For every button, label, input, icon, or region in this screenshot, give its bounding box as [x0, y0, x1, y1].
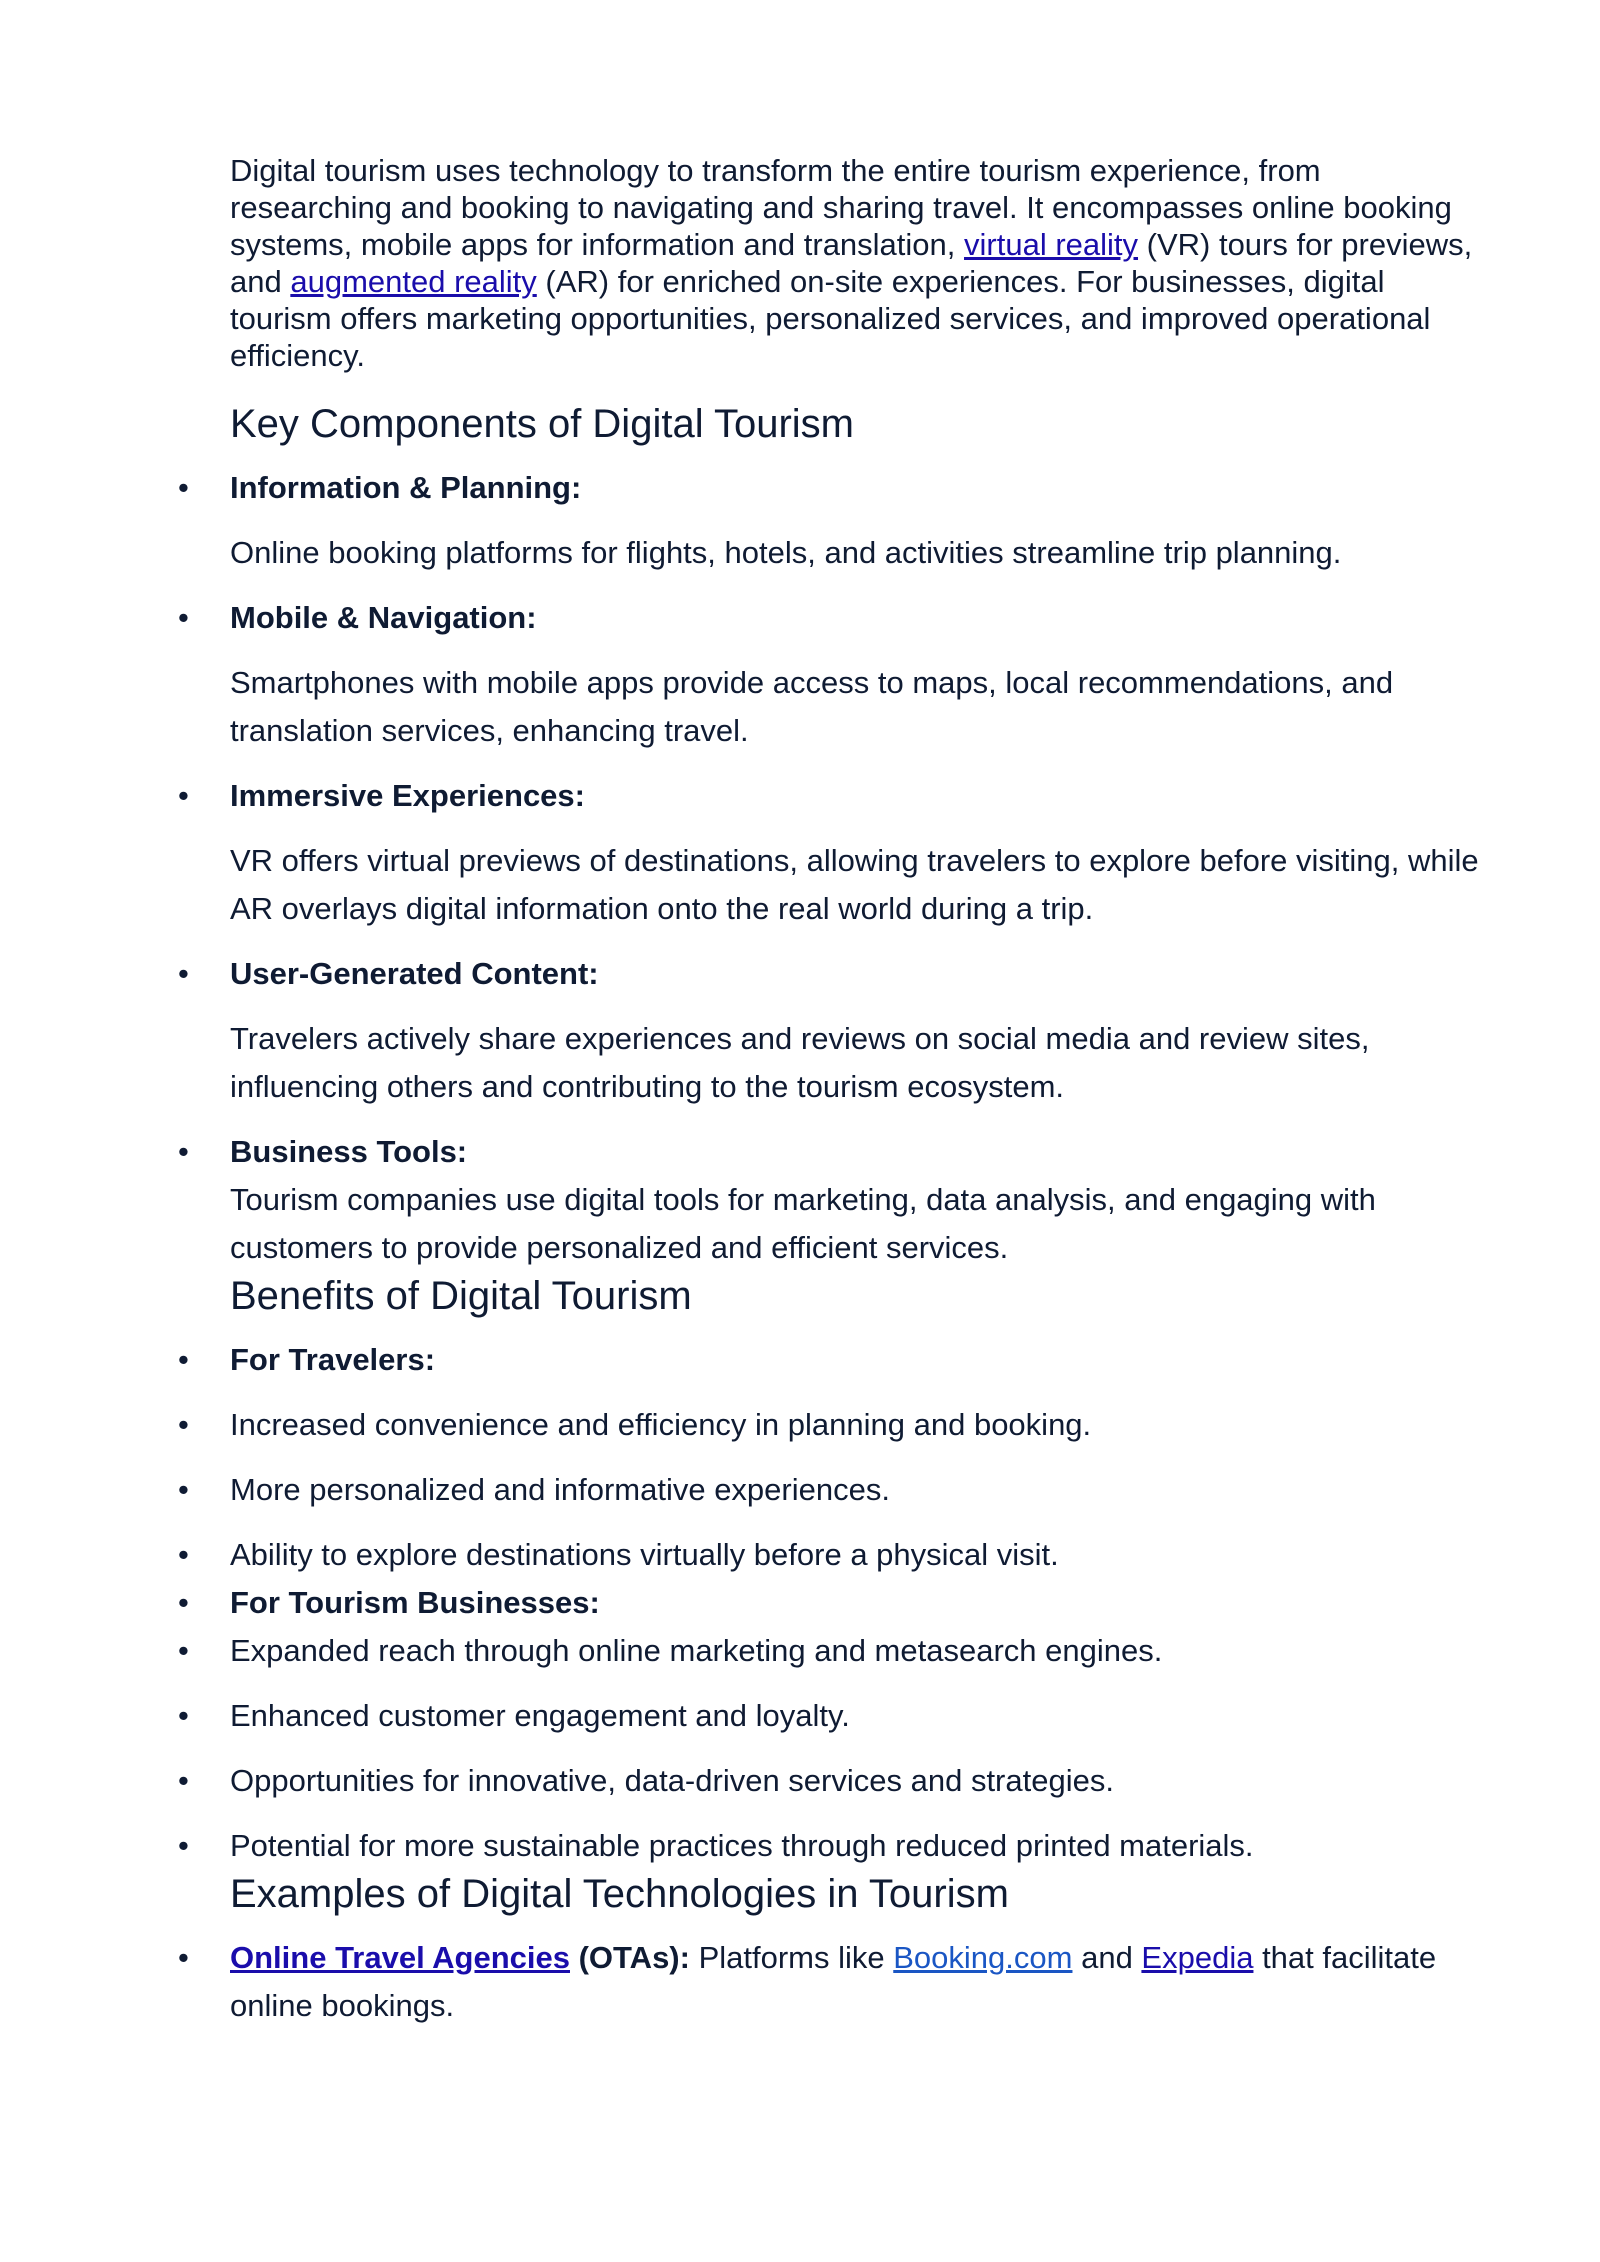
examples-list [178, 1934, 1490, 2030]
booking-link[interactable]: Booking.com [893, 1940, 1073, 1975]
benefit-item: • More personalized and informative experiences. [230, 1466, 1490, 1514]
bullet-icon: • [178, 1940, 189, 1975]
bullet-icon: • [178, 1585, 189, 1620]
virtual-reality-link[interactable]: virtual reality [964, 227, 1139, 262]
benefit-group-title: • For Tourism Businesses: [230, 1579, 1490, 1627]
benefit-item: • Expanded reach through online marketing and metasearch engines. [230, 1627, 1490, 1675]
component-item [178, 594, 1490, 755]
benefit-item: • Increased convenience and efficiency in planning and booking. [230, 1401, 1490, 1449]
bullet-icon: • [178, 470, 189, 505]
bullet-icon: • [178, 1342, 189, 1377]
intro-paragraph [230, 152, 1490, 374]
benefit-item: • Enhanced customer engagement and loyalty. [230, 1692, 1490, 1740]
benefits-list [178, 1336, 1490, 1870]
intro-text-1: Digital tourism uses technology to transform the entire tourism experience, from researching and booking to navigating and sharing travel. It encompasses online booking systems, mobile apps for information and translation, [230, 153, 1452, 262]
bullet-icon: • [178, 1633, 189, 1668]
bullet-icon: • [178, 1134, 189, 1169]
benefit-item: • Potential for more sustainable practices through reduced printed materials. [230, 1822, 1490, 1870]
online-travel-agencies-link[interactable]: Online Travel Agencies [230, 1940, 570, 1975]
example-text-3: that facilitate online bookings. [230, 1940, 1437, 2023]
augmented-reality-link[interactable]: augmented reality [290, 264, 537, 299]
example-item [178, 1934, 1490, 2030]
components-list [178, 464, 1490, 1272]
bullet-icon: • [178, 1828, 189, 1863]
bullet-icon: • [178, 600, 189, 635]
component-title: Information & Planning: [230, 470, 582, 505]
benefits-heading: Benefits of Digital Tourism [230, 1274, 692, 1318]
component-desc: Smartphones with mobile apps provide access to maps, local recommendations, and translation services, enhancing travel. [230, 665, 1394, 748]
component-title: Business Tools: [230, 1134, 468, 1169]
expedia-link[interactable]: Expedia [1141, 1940, 1254, 1975]
bullet-icon: • [178, 956, 189, 991]
example-text-1: Platforms like [689, 1940, 894, 1975]
bullet-icon: • [178, 1537, 189, 1572]
intro-text-3: (AR) for enriched on-site experiences. For businesses, digital tourism offers marketing opportunities, personalized services, and improved operational efficiency. [230, 264, 1431, 373]
component-item [178, 772, 1490, 933]
component-desc: Online booking platforms for flights, hotels, and activities streamline trip planning. [230, 535, 1342, 570]
intro-text-2: (VR) tours for previews, and [230, 227, 1473, 299]
bullet-icon: • [178, 1763, 189, 1798]
component-desc: Tourism companies use digital tools for marketing, data analysis, and engaging with customers to provide personalized and efficient services. [230, 1182, 1376, 1265]
document-content [178, 152, 1490, 2030]
bullet-icon: • [178, 1407, 189, 1442]
benefit-item: • Opportunities for innovative, data-driven services and strategies. [230, 1757, 1490, 1805]
ota-suffix: (OTAs): [570, 1940, 690, 1975]
component-item [178, 950, 1490, 1111]
component-desc: VR offers virtual previews of destinations, allowing travelers to explore before visiting, while AR overlays digital information onto the real world during a trip. [230, 843, 1479, 926]
bullet-icon: • [178, 778, 189, 813]
components-heading: Key Components of Digital Tourism [230, 402, 854, 446]
benefit-item: • Ability to explore destinations virtually before a physical visit. [230, 1531, 1490, 1579]
component-desc: Travelers actively share experiences and reviews on social media and review sites, influencing others and contributing to the tourism ecosystem. [230, 1021, 1370, 1104]
example-text-2: and [1072, 1940, 1142, 1975]
component-item [178, 1128, 1490, 1272]
component-title: Mobile & Navigation: [230, 600, 537, 635]
examples-heading: Examples of Digital Technologies in Tourism [230, 1872, 1009, 1916]
component-title: Immersive Experiences: [230, 778, 585, 813]
bullet-icon: • [178, 1698, 189, 1733]
component-item [178, 464, 1490, 577]
component-title: User-Generated Content: [230, 956, 599, 991]
bullet-icon: • [178, 1472, 189, 1507]
benefit-group-title: • For Travelers: [230, 1336, 1490, 1384]
